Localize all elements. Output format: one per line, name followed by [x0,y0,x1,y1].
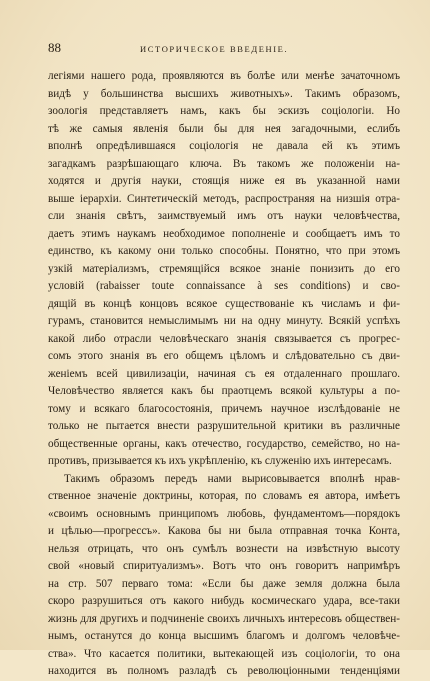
text-line: женіемъ всей цивилизаціи, начиная съ ея отдаленнаго прошлаго. [48,367,400,380]
text-line: зоологія представляетъ намъ, какъ бы эскизъ соціологіи. Но [48,105,400,117]
text-line: Человѣчество является какъ бы праотцемъ всякой культуры а по- [48,385,400,397]
text-line: скоро разрушиться отъ какого нибудь космическаго удара, все-таки [48,595,400,607]
text-line: нельзя отрицать, что онъ сумѣлъ вознести на извѣстную высоту [48,542,400,555]
text-line: сли знанія свѣтъ, заимствуемый имъ отъ науки человѣчества, [48,210,400,222]
text-line: нымъ, останутся до конца высшимъ благомъ и долгомъ человѣче- [48,630,400,642]
page-number: 88 [48,40,61,55]
text-line: на стр. 507 перваго тома: «Если бы даже земля должна была [48,577,400,590]
text-line: какой либо отрасли человѣческаго знанія связывается съ прогрес- [48,332,400,345]
text-line: находится въ полномъ разладѣ съ революціонными тенденціями [48,665,400,677]
text-line: и цѣлью—прогрессъ». Какова бы ни была отправная точка Конта, [48,525,400,537]
text-line: загадкамъ разрѣшающаго ключа. Въ такомъ же положеніи на- [48,157,400,170]
text-line: легіями нашего рода, проявляются въ болѣе или менѣе зачаточномъ [48,70,400,82]
text-line: единство, къ какому они только способны. Понятно, что при этомъ [48,245,400,257]
text-line: только не пытается внести разрушительной критики въ различные [48,420,400,432]
text-line: даетъ этимъ наукамъ необходимое пополненіе и сообщаетъ имъ то [48,227,400,240]
text-line: тѣ же самыя явленія были бы для нея загадочными, еслибъ [48,122,400,135]
text-line: жизнь для другихъ и подчиненіе своихъ личныхъ интересовъ обществен- [48,612,400,625]
running-head: ИСТОРИЧЕСКОЕ ВВЕДЕНІЕ. [140,44,289,54]
text-line: Такимъ образомъ передъ нами вырисовывается вполнѣ нрав- [64,472,400,485]
text-line: выше іерархіи. Синтетическій методъ, распространяя на низшія отра- [48,192,400,205]
text-line: вполнѣ опредѣлившаяся соціологія не давала ей къ этимъ [48,140,400,152]
text-line: видѣ у большинства высшихъ животныхъ». Такимъ образомъ, [48,87,400,100]
text-line: гурамъ, становится немыслимымъ ни на одну минуту. Всякій успѣхъ [48,315,400,327]
text-line: ства». Что касается политики, вытекающей изъ соціологіи, то она [48,647,400,660]
text-line: дящій въ концѣ концовъ всякое существованіе къ числамъ и фи- [48,297,400,310]
text-line: «своимъ основнымъ принципомъ любовь, фундаментомъ—порядокъ [48,507,400,520]
text-line: условій (rabaisser toute connaissance à ses conditions) и сво- [48,280,400,292]
text-line: противъ, призывается къ ихъ укрѣпленію, къ служенію ихъ интересамъ. [48,455,392,467]
text-line: сомъ этого знанія въ его общемъ цѣломъ и слѣдовательно съ дви- [48,350,400,362]
text-line: узкій матеріализмъ, стремящійся всякое знаніе понизить до его [48,262,400,275]
page-header [48,40,406,56]
text-line: ственное значеніе доктрины, которая, по словамъ ея автора, имѣетъ [48,490,400,502]
text-line: тому и всякаго благосостоянія, причемъ научное изслѣдованіе не [48,402,400,415]
text-line: свой «новый спиритуализмъ». Вотъ что онъ говоритъ напримѣръ [48,560,400,572]
text-line: общественные органы, какъ отечество, государство, семейство, но на- [48,437,400,450]
body-text [48,68,400,681]
text-line: ходятся и другія науки, стоящія ниже ея въ указанной нами [48,175,400,187]
